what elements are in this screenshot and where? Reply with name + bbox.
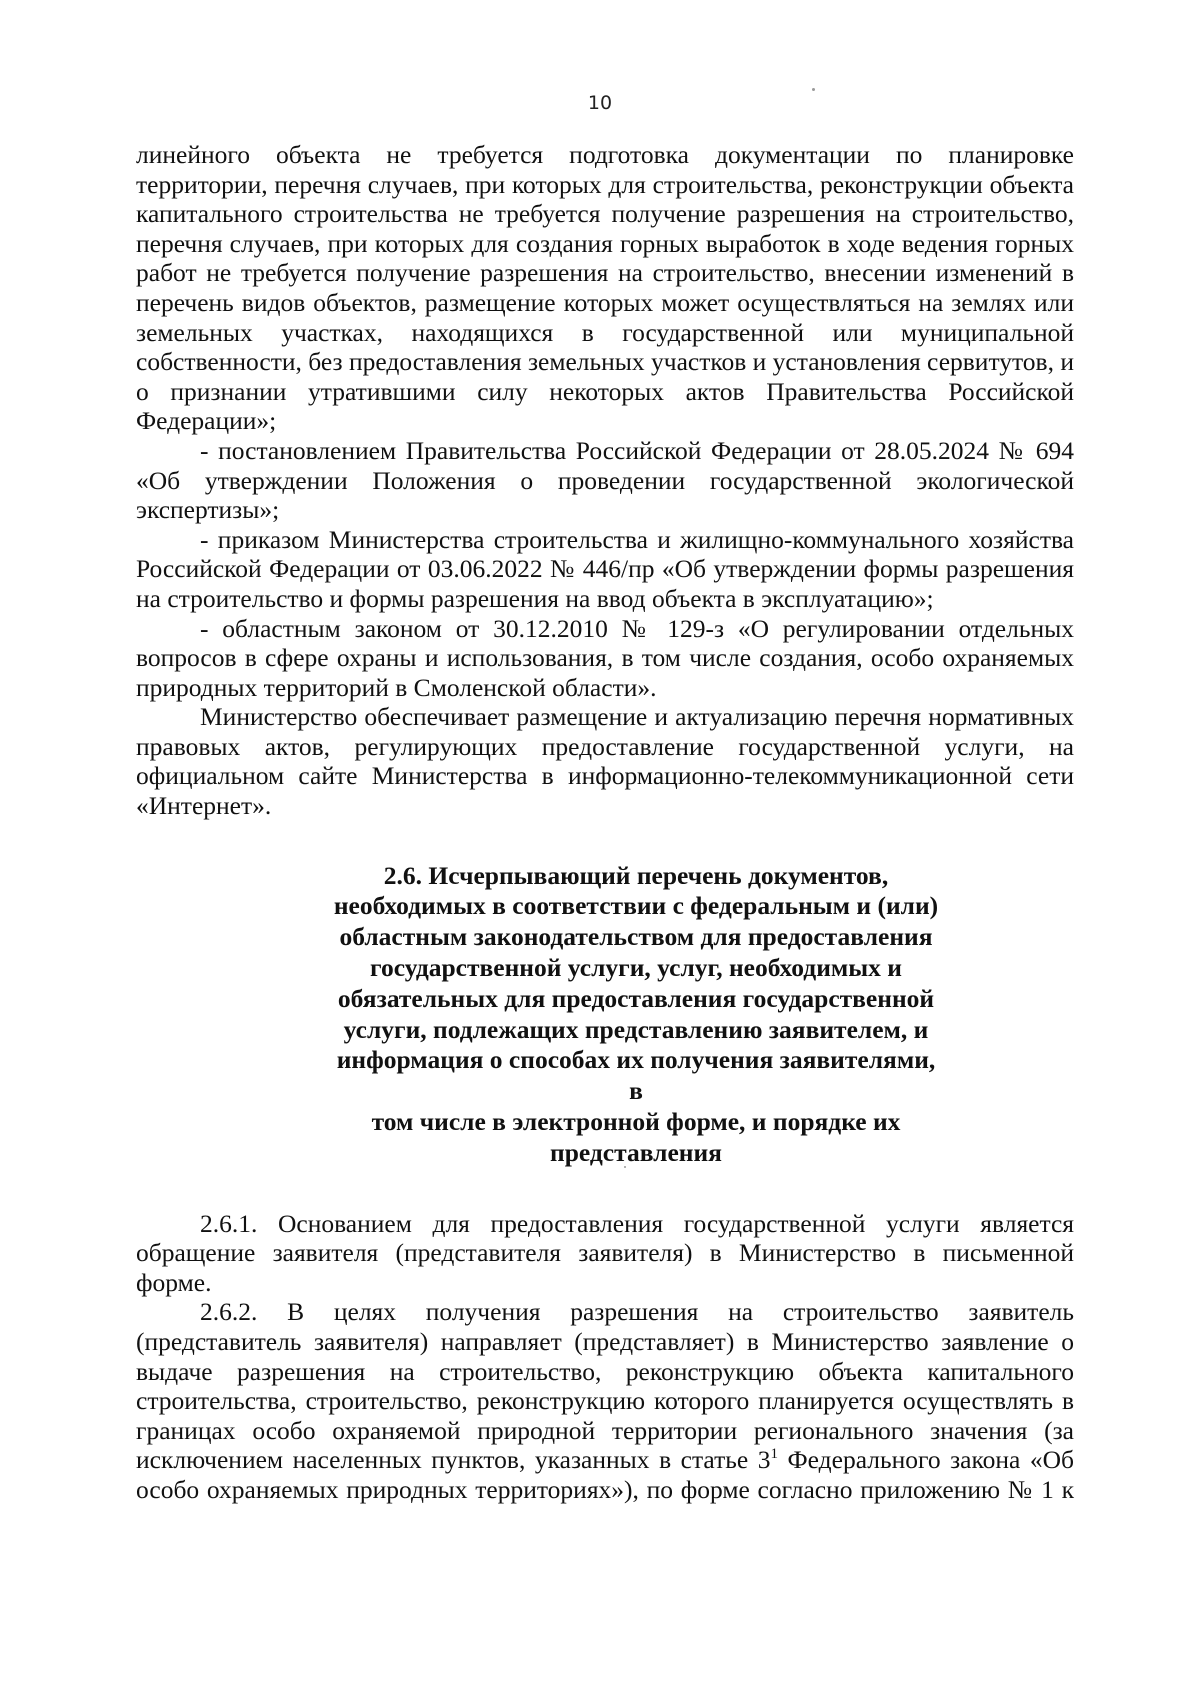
document-body [136, 140, 1074, 1505]
heading-line: представления [550, 1137, 722, 1167]
heading-line: 2.6. Исчерпывающий перечень документов, [383, 860, 889, 890]
heading-line: том числе в электронной форме, и порядке их [371, 1107, 901, 1137]
section-heading-2-6 [136, 861, 1074, 1169]
paragraph-continuation: линейного объекта не требуется подготовка документации по планировке территории, перечня случаев, при которых для строительства, реконструкции объекта капитального строительства не требуется получение разрешения на строительство, перечня случаев, при которых для создания горных выработок в ходе ведения горных работ не требуется получение разрешения на строительство, внесении изменений в перечень видов объектов, размещение которых может осуществляться на землях или земельных участках, находящихся в государственной или муниципальной собственности, без предоставления земельных участков и установления сервитутов, и о признании утратившими силу некоторых актов Правительства Российской Федерации»; [136, 140, 1074, 436]
paragraph-decree-694: - постановлением Правительства Российской Федерации от 28.05.2024 № 694 «Об утверждении Положения о проведении государственной экологической экспертизы»; [136, 435, 1074, 525]
page-number: 10 [587, 92, 613, 114]
heading-line: государственной услуги, услуг, необходимых и [370, 953, 902, 983]
paragraph-2-6-2-text: 2.6.2. В целях получения разрешения на строительство заявитель (представитель заявителя) направляет (представляет) в Министерство заявление о выдаче разрешения на строительство, реконструкцию объекта капитального строительства, строительство, реконструкцию которого планируется осуществлять в границах особо охраняемой природной территории регионального значения (за исключением населенных пунктов, указанных в статье 3 [136, 1297, 1074, 1475]
paragraph-2-6-2-text-continued: Федерального закона «Об особо охраняемых природных территориях»), по форме согласно приложению № 1 к [136, 1445, 1074, 1504]
scan-speck [812, 88, 815, 91]
paragraph-ministry-publication: Министерство обеспечивает размещение и актуализацию перечня нормативных правовых актов, регулирующих предоставление государственной услуги, на официальном сайте Министерства в информационно-телекоммуникационной сети «Интернет». [136, 702, 1074, 821]
paragraph-2-6-1: 2.6.1. Основанием для предоставления государственной услуги является обращение заявителя (представителя заявителя) в Министерство в письменной форме. [136, 1208, 1074, 1297]
heading-line: областным законодательством для предоставления [339, 922, 933, 952]
heading-line: информация о способах их получения заявителями, в [336, 1045, 936, 1106]
paragraph-regional-law-129: - областным законом от 30.12.2010 № 129-з «О регулировании отдельных вопросов в сфере охраны и использования, в том числе создания, особо охраняемых природных территорий в Смоленской области». [136, 613, 1074, 702]
heading-line: обязательных для предоставления государственной [337, 983, 935, 1013]
paragraph-2-6-2 [136, 1297, 1074, 1504]
heading-line: необходимых в соответствии с федеральным и (или) [333, 891, 939, 921]
paragraph-order-446: - приказом Министерства строительства и жилищно-коммунального хозяйства Российской Федерации от 03.06.2022 № 446/пр «Об утверждении формы разрешения на строительство и формы разрешения на ввод объекта в эксплуатацию»; [136, 524, 1074, 613]
superscript-article-number: 1 [770, 1446, 778, 1463]
heading-line: услуги, подлежащих представлению заявителем, и [343, 1014, 929, 1044]
